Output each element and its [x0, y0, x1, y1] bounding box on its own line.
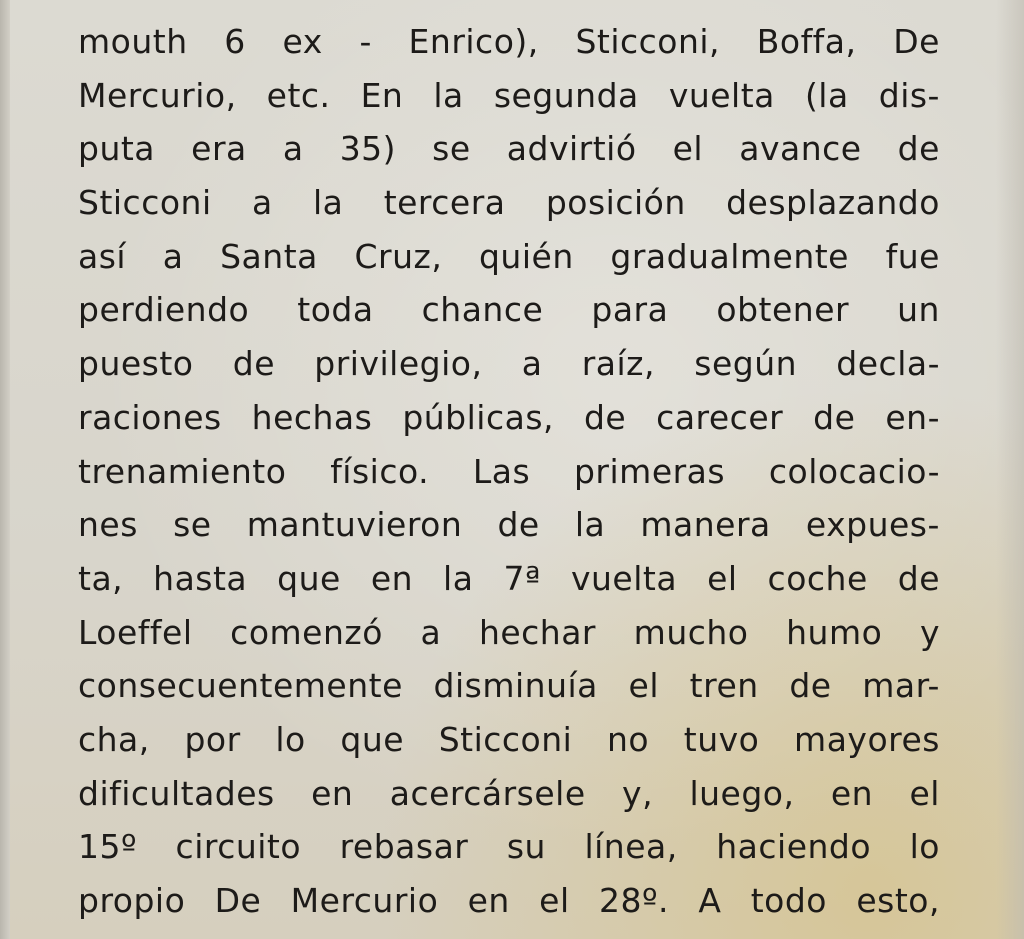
text-line: [78, 237, 940, 291]
word: lo: [275, 719, 306, 759]
word: la: [574, 505, 606, 545]
word: se: [432, 129, 471, 169]
word: raciones: [78, 397, 222, 437]
word: raíz,: [581, 344, 655, 384]
word: un: [897, 290, 940, 330]
word: el: [628, 666, 660, 706]
word: (la: [804, 75, 849, 115]
word: circuito: [175, 827, 302, 867]
word: y,: [622, 773, 654, 813]
word: ex: [282, 22, 323, 61]
word: el: [672, 129, 704, 169]
word: de: [583, 397, 627, 437]
word: vuelta: [570, 558, 678, 598]
word: comenzó: [230, 612, 383, 652]
page-left-edge: [0, 0, 10, 939]
text-line: [78, 720, 940, 774]
word: decla-: [836, 344, 940, 384]
word: se: [173, 505, 212, 545]
word: colocacio-: [768, 451, 940, 491]
word: línea,: [584, 827, 678, 867]
word: tercera: [383, 183, 506, 223]
word: puesto: [78, 344, 194, 384]
text-line: [78, 827, 940, 881]
word: físico.: [330, 451, 430, 491]
text-line: [78, 881, 940, 935]
word: A: [698, 881, 722, 920]
word: que: [277, 558, 341, 598]
word: Santa: [220, 236, 318, 276]
word: en: [370, 558, 414, 598]
article-paragraph: [78, 22, 940, 935]
word: cha,: [78, 719, 150, 759]
word: de: [232, 344, 276, 384]
word: hechas: [251, 397, 373, 437]
word: quién: [478, 236, 574, 276]
word: coche: [767, 558, 868, 598]
word: 7ª: [503, 558, 541, 598]
word: mantuvieron: [246, 505, 463, 545]
word: En: [360, 75, 404, 115]
word: Sticconi: [78, 183, 212, 223]
word: Mercurio: [290, 881, 439, 920]
word: trenamiento: [78, 451, 287, 491]
word: no: [607, 719, 650, 759]
text-line: [78, 613, 940, 667]
word: la: [443, 558, 474, 598]
word: toda: [297, 290, 374, 330]
word: la: [433, 75, 464, 115]
word: todo: [750, 881, 828, 920]
word: manera: [640, 505, 771, 545]
word: hechar: [478, 612, 597, 652]
word: chance: [421, 290, 544, 330]
text-line: [78, 774, 940, 828]
word: de: [897, 129, 940, 169]
word: tren: [689, 666, 759, 706]
word: en: [467, 881, 510, 920]
word: Loeffel: [78, 612, 193, 652]
text-line: [78, 559, 940, 613]
word: por: [184, 719, 241, 759]
word: expues-: [805, 505, 940, 545]
word: a: [282, 129, 304, 169]
text-line: [78, 183, 940, 237]
word: de: [497, 505, 540, 545]
word: dis-: [878, 75, 940, 115]
word: era: [191, 129, 247, 169]
text-line: [78, 452, 940, 506]
word: avance: [739, 129, 862, 169]
word: fue: [885, 236, 940, 276]
word: que: [340, 719, 405, 759]
word: Sticconi,: [575, 22, 721, 61]
word: en: [830, 773, 874, 813]
word: a: [420, 612, 442, 652]
word: humo: [786, 612, 883, 652]
word: mucho: [633, 612, 749, 652]
word: dificultades: [78, 773, 275, 813]
word: perdiendo: [78, 290, 250, 330]
word: primeras: [573, 451, 726, 491]
text-line: [78, 76, 940, 130]
word: segunda: [493, 75, 639, 115]
word: la: [312, 183, 344, 223]
word: gradualmente: [610, 236, 849, 276]
word: a: [251, 183, 273, 223]
word: obtener: [716, 290, 850, 330]
word: disminuía: [433, 666, 598, 706]
word: De: [893, 22, 940, 61]
word: el: [909, 773, 940, 813]
word: tuvo: [683, 719, 760, 759]
page-right-edge: [996, 0, 1024, 939]
word: acercársele: [389, 773, 586, 813]
text-line: [78, 505, 940, 559]
word: mouth: [78, 22, 188, 61]
word: Cruz,: [354, 236, 443, 276]
word: y: [919, 612, 940, 652]
word: en-: [885, 397, 940, 437]
text-line: [78, 398, 940, 452]
text-line: [78, 666, 940, 720]
word: Sticconi: [438, 719, 573, 759]
word: de: [813, 397, 856, 437]
word: hasta: [153, 558, 248, 598]
word: puta: [78, 129, 156, 169]
word: a: [162, 236, 184, 276]
word: vuelta: [668, 75, 775, 115]
word: a: [521, 344, 543, 384]
word: así: [78, 236, 127, 276]
word: 28º.: [598, 881, 669, 920]
text-line: [78, 22, 940, 76]
word: carecer: [656, 397, 784, 437]
word: su: [506, 827, 546, 867]
word: esto,: [856, 881, 940, 920]
word: desplazando: [726, 183, 940, 223]
word: públicas,: [402, 397, 555, 437]
word: para: [591, 290, 669, 330]
word: ta,: [78, 558, 124, 598]
word: 35): [339, 129, 397, 169]
word: Enrico),: [408, 22, 539, 61]
word: según: [694, 344, 798, 384]
word: Las: [472, 451, 531, 491]
word: De: [214, 881, 262, 920]
word: Mercurio,: [78, 75, 237, 115]
word: lo: [909, 827, 940, 867]
word: de: [897, 558, 940, 598]
word: advirtió: [506, 129, 637, 169]
word: el: [539, 881, 570, 920]
text-line: [78, 344, 940, 398]
word: etc.: [266, 75, 331, 115]
word: 15º: [78, 827, 138, 867]
word: rebasar: [339, 827, 469, 867]
word: mar-: [862, 666, 940, 706]
word: haciendo: [716, 827, 872, 867]
text-line: [78, 129, 940, 183]
text-line: [78, 290, 940, 344]
word: luego,: [689, 773, 795, 813]
word: nes: [78, 505, 138, 545]
word: -: [359, 22, 372, 61]
word: consecuentemente: [78, 666, 403, 706]
word: Boffa,: [756, 22, 857, 61]
word: 6: [224, 22, 246, 61]
word: de: [789, 666, 832, 706]
word: propio: [78, 881, 186, 920]
word: privilegio,: [314, 344, 483, 384]
word: en: [311, 773, 354, 813]
word: mayores: [794, 719, 940, 759]
word: el: [707, 558, 738, 598]
word: posición: [545, 183, 686, 223]
